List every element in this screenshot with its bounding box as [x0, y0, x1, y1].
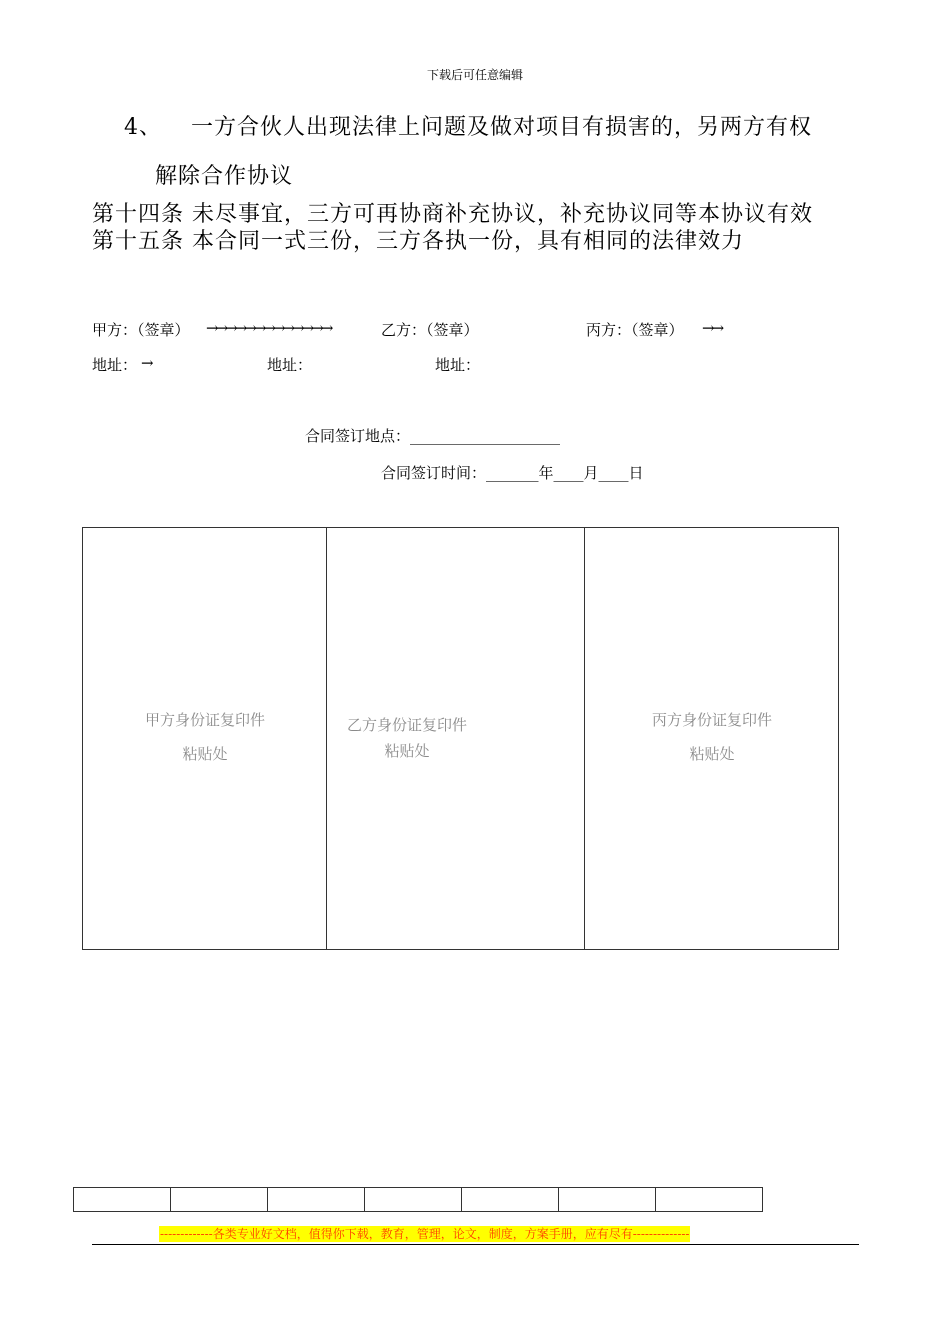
id-box-party-a-text: [83, 703, 327, 771]
footer-rule: [92, 1244, 859, 1245]
id-copy-table: [82, 527, 839, 950]
party-c-address: 地址：: [435, 356, 481, 374]
party-a-signature: 甲方：（签章）: [92, 321, 190, 339]
footer-grid-cell: [365, 1188, 462, 1212]
footer-grid-cell: [559, 1188, 656, 1212]
article-14: 第十四条 未尽事宜，三方可再协商补充协议，补充协议同等本协议有效: [92, 202, 813, 227]
footer-grid-cell: [656, 1188, 763, 1212]
party-b-address: 地址：: [267, 356, 313, 374]
id-box-paste-label: 粘贴处: [384, 742, 430, 760]
id-box-party-b-text: [341, 712, 473, 764]
footer-grid-cell: [74, 1188, 171, 1212]
article-15: 第十五条 本合同一式三份，三方各执一份，具有相同的法律效力: [92, 229, 744, 254]
id-box-party-c-text: [585, 703, 839, 771]
clause-4-number: 4、: [124, 115, 162, 140]
party-b-signature: 乙方：（签章）: [381, 321, 479, 339]
party-c-signature: 丙方：（签章）: [586, 321, 684, 339]
id-box-label: 甲方身份证复印件: [144, 711, 265, 729]
id-box-paste-label: 粘贴处: [182, 745, 228, 763]
id-box-party-c: [585, 528, 839, 950]
footer-grid-cell: [171, 1188, 268, 1212]
footer-grid-cell: [268, 1188, 365, 1212]
id-box-paste-label: 粘贴处: [689, 745, 735, 763]
party-a-address-arrow: →: [141, 354, 154, 372]
party-c-tab-arrows: →→: [702, 319, 722, 337]
footer-grid: [73, 1187, 763, 1212]
party-a-address: 地址：: [92, 356, 138, 374]
footer-grid-cell: [462, 1188, 559, 1212]
footer-banner: -------------各类专业好文档，值得你下载，教育，管理，论文，制度，方案手册，应有尽有--------------: [160, 1227, 690, 1241]
page-header: 下载后可任意编辑: [426, 68, 523, 82]
signing-place: 合同签订地点：____________________: [305, 427, 561, 445]
clause-4-line2: 解除合作协议: [155, 164, 294, 189]
party-a-tab-arrows: →→→→→→→→→→→→→: [206, 319, 331, 337]
clause-4-line1: 一方合伙人出现法律上问题及做对项目有损害的，另两方有权: [191, 115, 813, 140]
signing-date: 合同签订时间：_______年____月____日: [381, 464, 644, 482]
id-box-party-b: [327, 528, 585, 950]
id-box-label: 丙方身份证复印件: [651, 711, 772, 729]
id-box-label: 乙方身份证复印件: [346, 716, 467, 734]
id-box-party-a: [83, 528, 327, 950]
